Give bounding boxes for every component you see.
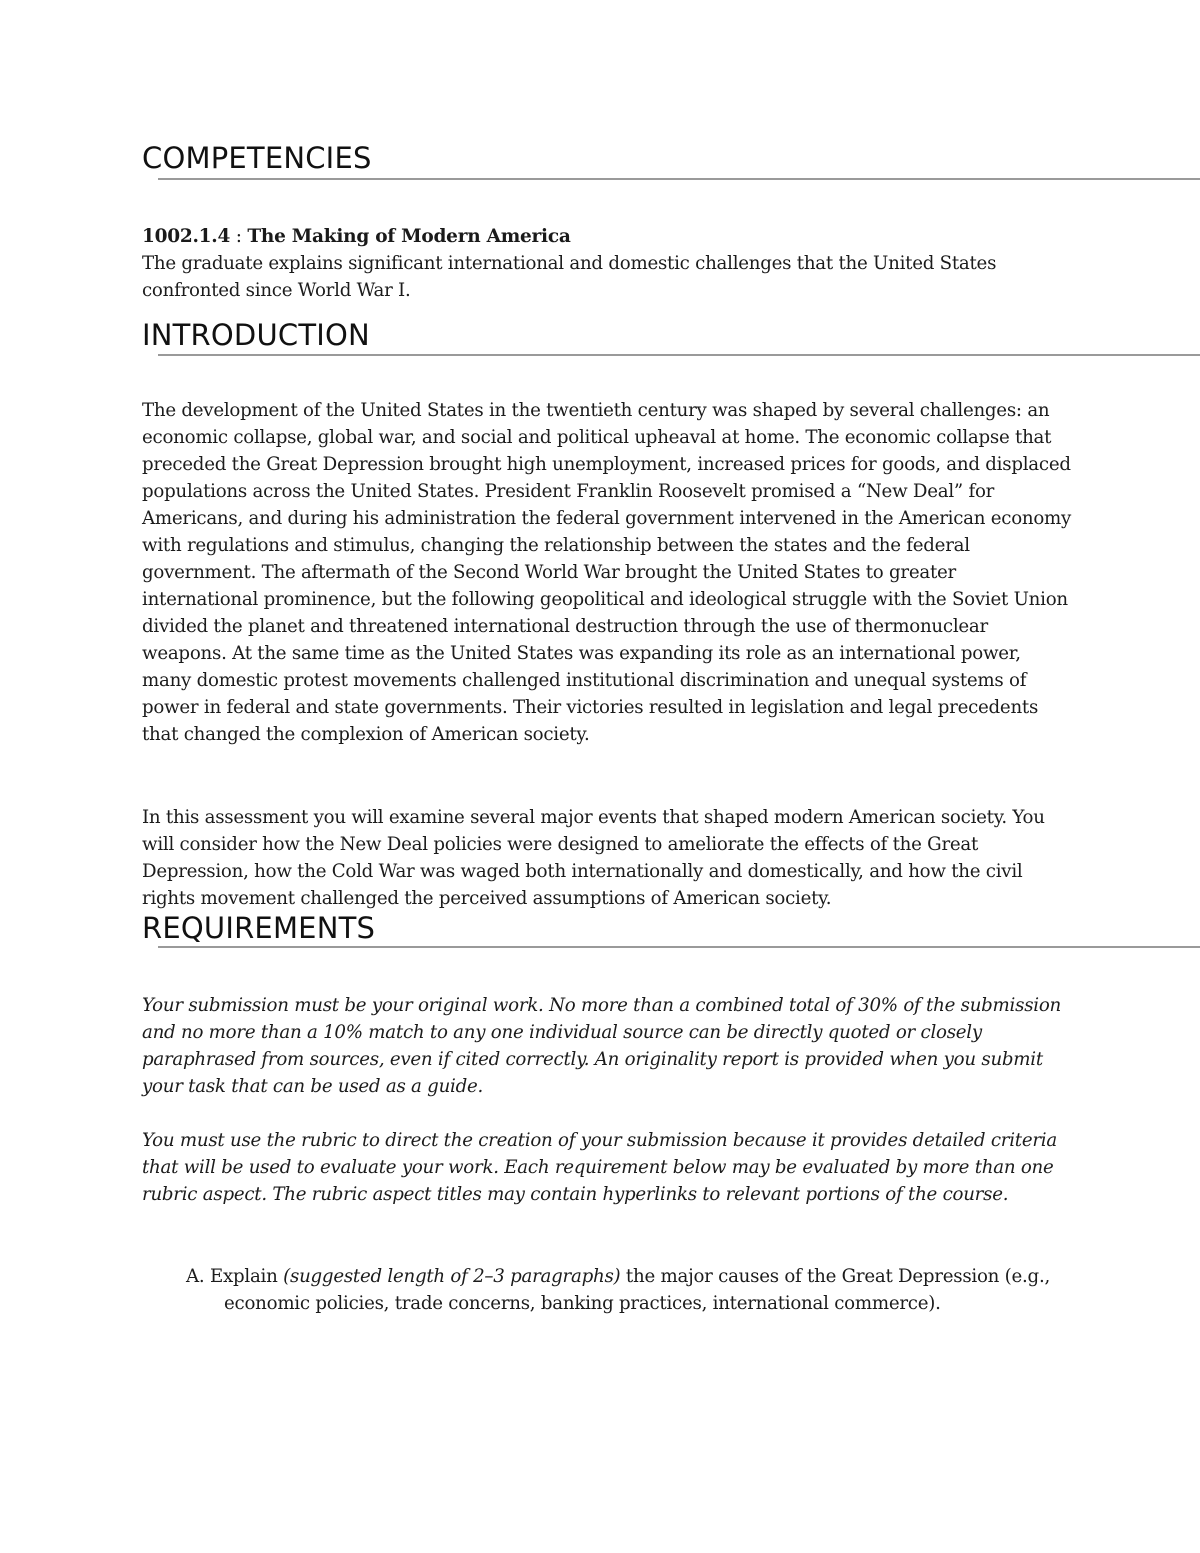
competency-title: The Making of Modern America	[247, 226, 571, 247]
introduction-heading: INTRODUCTION	[142, 318, 370, 352]
introduction-paragraph-1: The development of the United States in the twentieth century was shaped by several challenges: an economic collapse, global war, and social and political upheaval at home. The economic collapse that preceded the Great Depression brought high unemployment, increased prices for goods, and displaced populations across the United States. President Franklin Roosevelt promised a “New Deal” for Americans, and during his administration the federal government intervened in the American economy with regulations and stimulus, changing the relationship between the states and the federal government. The aftermath of the Second World War brought the United States to greater international prominence, but the following geopolitical and ideological struggle with the Soviet Union divided the planet and threatened international destruction through the use of thermonuclear weapons. At the same time as the United States was expanding its role as an international power, many domestic protest movements challenged institutional discrimination and unequal systems of power in federal and state governments. Their victories resulted in legislation and legal precedents that changed the complexion of American society.	[142, 400, 1072, 745]
requirement-text: the major causes of the Great Depression (e.g., economic policies, trade concerns, banking practices, international commerce).	[224, 1266, 1051, 1314]
competency-title-line	[142, 223, 571, 250]
requirements-heading: REQUIREMENTS	[142, 911, 376, 945]
originality-note: Your submission must be your original work. No more than a combined total of 30% of the submission and no more than a 10% match to any one individual source can be directly quoted or closely paraphrased from sources, even if cited correctly. An originality report is provided when you submit your task that can be used as a guide.	[142, 995, 1062, 1097]
competency-separator: :	[230, 226, 248, 247]
introduction-paragraph-2: In this assessment you will examine several major events that shaped modern American society. You will consider how the New Deal policies were designed to ameliorate the effects of the Great Depression, how the Cold War was waged both internationally and domestically, and how the civil rights movement challenged the perceived assumptions of American society.	[142, 807, 1045, 909]
requirement-item-a	[186, 1263, 1104, 1317]
competency-description: The graduate explains significant international and domestic challenges that the United States confronted since World War I.	[142, 253, 997, 301]
introduction-divider	[158, 354, 1200, 356]
competencies-heading: COMPETENCIES	[142, 141, 372, 175]
requirement-verb: Explain	[209, 1266, 278, 1287]
requirements-divider	[158, 946, 1200, 948]
requirement-marker: A.	[186, 1266, 205, 1287]
rubric-note: You must use the rubric to direct the creation of your submission because it provides detailed criteria that will be used to evaluate your work. Each requirement below may be evaluated by more than one rubric aspect. The rubric aspect titles may contain hyperlinks to relevant portions of the course.	[142, 1130, 1057, 1205]
requirement-suggestion: (suggested length of 2–3 paragraphs)	[283, 1266, 621, 1287]
competencies-divider	[158, 178, 1200, 180]
competency-code: 1002.1.4	[142, 226, 231, 247]
